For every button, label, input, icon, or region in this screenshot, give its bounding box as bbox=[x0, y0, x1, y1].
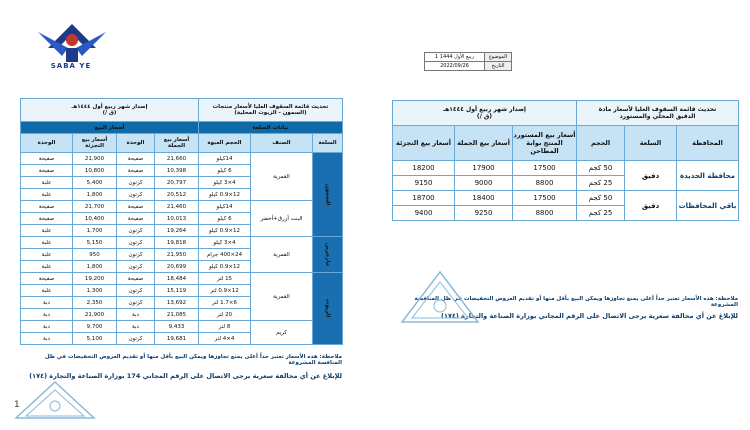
cell-retail: 1,800 bbox=[73, 189, 117, 201]
cell-retail: 5,400 bbox=[73, 177, 117, 189]
page-number: 1 bbox=[14, 400, 20, 410]
doc-number-label: الموضوع bbox=[485, 53, 512, 62]
cell-size: 4×3 كيلو bbox=[199, 177, 251, 189]
right-col-header: السلعة bbox=[625, 126, 677, 161]
right-note: ملاحظة: هذه الأسعار تعتبر حداً أعلى يمنع تجاوزها ويمكن البيع بأقل منها أو تقديم العروض التخفيضات في ظل المنافسة المشروعة bbox=[414, 296, 738, 308]
cell-unit: صفيحة bbox=[117, 213, 155, 225]
cell-size: 24×400 جرام bbox=[199, 249, 251, 261]
cell-mill: 8800 bbox=[513, 176, 577, 191]
cell-runit: علبة bbox=[21, 189, 73, 201]
table-row bbox=[21, 237, 343, 249]
category-cell: السمون bbox=[313, 153, 343, 237]
category-cell: مارجرين bbox=[313, 237, 343, 273]
right-col-header: أسعار بيع التجزئة bbox=[393, 126, 455, 161]
cell-retail: 950 bbox=[73, 249, 117, 261]
cell-unit: كرتون bbox=[117, 261, 155, 273]
cell-size: 50 كجم bbox=[577, 161, 625, 176]
left-col-header: الصنف bbox=[251, 134, 313, 153]
cell-unit: كرتون bbox=[117, 177, 155, 189]
cell-runit: صفيحة bbox=[21, 201, 73, 213]
cell-size: 12×0.9 كيلو bbox=[199, 261, 251, 273]
cell-runit: علبة bbox=[21, 285, 73, 297]
cell-wholesale: 21,460 bbox=[155, 201, 199, 213]
left-col-header: السلعة bbox=[313, 134, 343, 153]
goods-header: بيانات السلعة bbox=[199, 122, 343, 134]
cell-size: 25 كجم bbox=[577, 206, 625, 221]
cell-wholesale: 9,433 bbox=[155, 321, 199, 333]
cell-wholesale: 18,484 bbox=[155, 273, 199, 285]
left-col-header: أسعار بيع التجزئة bbox=[73, 134, 117, 153]
cell-runit: صفيحة bbox=[21, 165, 73, 177]
cell-wholesale: 10,398 bbox=[155, 165, 199, 177]
cell-mill: 8800 bbox=[513, 206, 577, 221]
cell-retail: 21,900 bbox=[73, 153, 117, 165]
cell-retail: 18700 bbox=[393, 191, 455, 206]
cell-mill: 17500 bbox=[513, 161, 577, 176]
cell-wholesale: 9000 bbox=[455, 176, 513, 191]
cell-retail: 19,200 bbox=[73, 273, 117, 285]
cell-wholesale: 21,085 bbox=[155, 309, 199, 321]
cell-size: 25 كجم bbox=[577, 176, 625, 191]
right-report-line: للإبلاغ عن أي مخالفة سعرية يرجى الاتصال على الرقم المجاني بوزارة الصناعة والتجارة (١٧٤) bbox=[441, 312, 738, 320]
table-row bbox=[21, 273, 343, 285]
cell-mill: 17500 bbox=[513, 191, 577, 206]
cell-unit: صفيحة bbox=[117, 273, 155, 285]
cell-wholesale: 10,013 bbox=[155, 213, 199, 225]
doc-date-label: التاريخ bbox=[485, 62, 512, 71]
left-col-header: الوحدة bbox=[117, 134, 155, 153]
cell-size: 4×4 لتر bbox=[199, 333, 251, 345]
table-row bbox=[21, 201, 343, 213]
cell-unit: صفيحة bbox=[117, 153, 155, 165]
cell-size: 14كيلو bbox=[199, 201, 251, 213]
cell-retail: 18200 bbox=[393, 161, 455, 176]
cell-runit: دبة bbox=[21, 321, 73, 333]
doc-number: 1 ربيع الأول 1444 bbox=[425, 53, 485, 62]
cell-runit: علبة bbox=[21, 261, 73, 273]
cell-retail: 9400 bbox=[393, 206, 455, 221]
cell-unit: صفيحة bbox=[117, 201, 155, 213]
cell-retail: 5,150 bbox=[73, 237, 117, 249]
cell-retail: 5,100 bbox=[73, 333, 117, 345]
cell-retail: 1,800 bbox=[73, 261, 117, 273]
document-info bbox=[424, 52, 512, 71]
cell-size: 12×0.9 لتر bbox=[199, 285, 251, 297]
cell-runit: صفيحة bbox=[21, 273, 73, 285]
cell-size: 14كيلو bbox=[199, 153, 251, 165]
brand-cell: البنت أزرق+أخضر bbox=[251, 201, 313, 237]
cell-unit: كرتون bbox=[117, 285, 155, 297]
table-row bbox=[393, 161, 739, 176]
sale-header: أسعار البيع bbox=[21, 122, 199, 134]
cell-unit: كرتون bbox=[117, 237, 155, 249]
left-note: ملاحظة: هذه الأسعار تعتبر حداً أعلى يمنع تجاوزها ويمكن البيع بأقل منها أو تقديم العروض التخفيضات في ظل المنافسة المشروعة bbox=[44, 354, 342, 366]
left-col-header: الحجم العبوة bbox=[199, 134, 251, 153]
cell-runit: دبة bbox=[21, 309, 73, 321]
table-row bbox=[21, 153, 343, 165]
cell-size: 6 كيلو bbox=[199, 165, 251, 177]
cell-size: 6×1.7 لتر bbox=[199, 297, 251, 309]
brand-cell: كريم bbox=[251, 321, 313, 345]
cell-wholesale: 18400 bbox=[455, 191, 513, 206]
logo-text: SABA YE bbox=[50, 62, 92, 70]
cell-size: 6 كيلو bbox=[199, 213, 251, 225]
cell-runit: علبة bbox=[21, 237, 73, 249]
cell-runit: دبة bbox=[21, 333, 73, 345]
left-report-line: للإبلاغ عن أي مخالفة سعرية يرجى الاتصال على الرقم المجاني 174 بوزارة الصناعة والتجارة (١٧٤) bbox=[29, 372, 342, 380]
cell-size: 15 لتر bbox=[199, 273, 251, 285]
cell-wholesale: 21,660 bbox=[155, 153, 199, 165]
cell-size: 12×0.9 كيلو bbox=[199, 189, 251, 201]
cell-wholesale: 13,692 bbox=[155, 297, 199, 309]
left-issue: إصدار شهر ربيع أول ١٤٤٤هـ (ق /) bbox=[21, 99, 199, 122]
cell-unit: صفيحة bbox=[117, 165, 155, 177]
cell-wholesale: 19,681 bbox=[155, 333, 199, 345]
brand-cell: القمرية bbox=[251, 273, 313, 321]
cell-retail: 9150 bbox=[393, 176, 455, 191]
cell-runit: صفيحة bbox=[21, 153, 73, 165]
table-row bbox=[21, 321, 343, 333]
cell-runit: علبة bbox=[21, 225, 73, 237]
left-title: تحديث قائمة السقوف العليا لأسعار منتجات (السمون - الزيوت المحلية) bbox=[199, 99, 343, 122]
cell-retail: 1,700 bbox=[73, 225, 117, 237]
cell-wholesale: 19,264 bbox=[155, 225, 199, 237]
cell-wholesale: 21,950 bbox=[155, 249, 199, 261]
cell-retail: 1,300 bbox=[73, 285, 117, 297]
cell-unit: كرتون bbox=[117, 333, 155, 345]
cell-retail: 10,400 bbox=[73, 213, 117, 225]
cell-unit: كرتون bbox=[117, 297, 155, 309]
saba-logo-icon bbox=[28, 18, 116, 82]
right-col-header: الحجم bbox=[577, 126, 625, 161]
cell-unit: دبة bbox=[117, 309, 155, 321]
cell-size: 50 كجم bbox=[577, 191, 625, 206]
cell-wholesale: 20,699 bbox=[155, 261, 199, 273]
doc-date: 2022/09/26 bbox=[425, 62, 485, 71]
cell-retail: 10,800 bbox=[73, 165, 117, 177]
ministry-seal-icon bbox=[14, 380, 96, 420]
flour-price-table bbox=[392, 100, 739, 221]
category-cell: الزيوت bbox=[313, 273, 343, 345]
cell-unit: كرتون bbox=[117, 249, 155, 261]
right-col-header: أسعار بيع المستورد المنتج بوابة المطاحن bbox=[513, 126, 577, 161]
cell-wholesale: 17900 bbox=[455, 161, 513, 176]
cell-size: 8 لتر bbox=[199, 321, 251, 333]
cell-size: 12×0.9 كيلو bbox=[199, 225, 251, 237]
cell-retail: 9,700 bbox=[73, 321, 117, 333]
governorate-cell: باقي المحافظات bbox=[677, 191, 739, 221]
right-col-header: أسعار بيع الجملة bbox=[455, 126, 513, 161]
cell-size: 4×3 كيلو bbox=[199, 237, 251, 249]
cell-retail: 2,350 bbox=[73, 297, 117, 309]
cell-wholesale: 9250 bbox=[455, 206, 513, 221]
right-title: تحديث قائمة السقوف العليا لأسعار مادة الدقيق المحلي والمستورد bbox=[577, 101, 739, 126]
cell-wholesale: 15,119 bbox=[155, 285, 199, 297]
ghee-oil-price-table bbox=[20, 98, 343, 345]
cell-wholesale: 20,797 bbox=[155, 177, 199, 189]
ministry-seal-icon-right bbox=[400, 270, 480, 326]
cell-runit: دبة bbox=[21, 297, 73, 309]
good-cell: دقيق bbox=[625, 161, 677, 191]
cell-size: 20 لتر bbox=[199, 309, 251, 321]
cell-wholesale: 20,512 bbox=[155, 189, 199, 201]
governorate-cell: محافظة الحديدة bbox=[677, 161, 739, 191]
right-col-header: المحافظة bbox=[677, 126, 739, 161]
cell-unit: كرتون bbox=[117, 189, 155, 201]
cell-runit: صفيحة bbox=[21, 213, 73, 225]
left-col-header: الوحدة bbox=[21, 134, 73, 153]
cell-runit: علبة bbox=[21, 249, 73, 261]
brand-cell: القمرية bbox=[251, 237, 313, 273]
cell-retail: 21,900 bbox=[73, 309, 117, 321]
table-row bbox=[393, 191, 739, 206]
good-cell: دقيق bbox=[625, 191, 677, 221]
cell-retail: 21,700 bbox=[73, 201, 117, 213]
right-issue: إصدار شهر ربيع أول ١٤٤٤هـ (ق /) bbox=[393, 101, 577, 126]
cell-unit: كرتون bbox=[117, 225, 155, 237]
brand-cell: القمرية bbox=[251, 153, 313, 201]
cell-wholesale: 19,818 bbox=[155, 237, 199, 249]
left-col-header: أسعار بيع الجملة bbox=[155, 134, 199, 153]
cell-runit: علبة bbox=[21, 177, 73, 189]
cell-unit: دبة bbox=[117, 321, 155, 333]
